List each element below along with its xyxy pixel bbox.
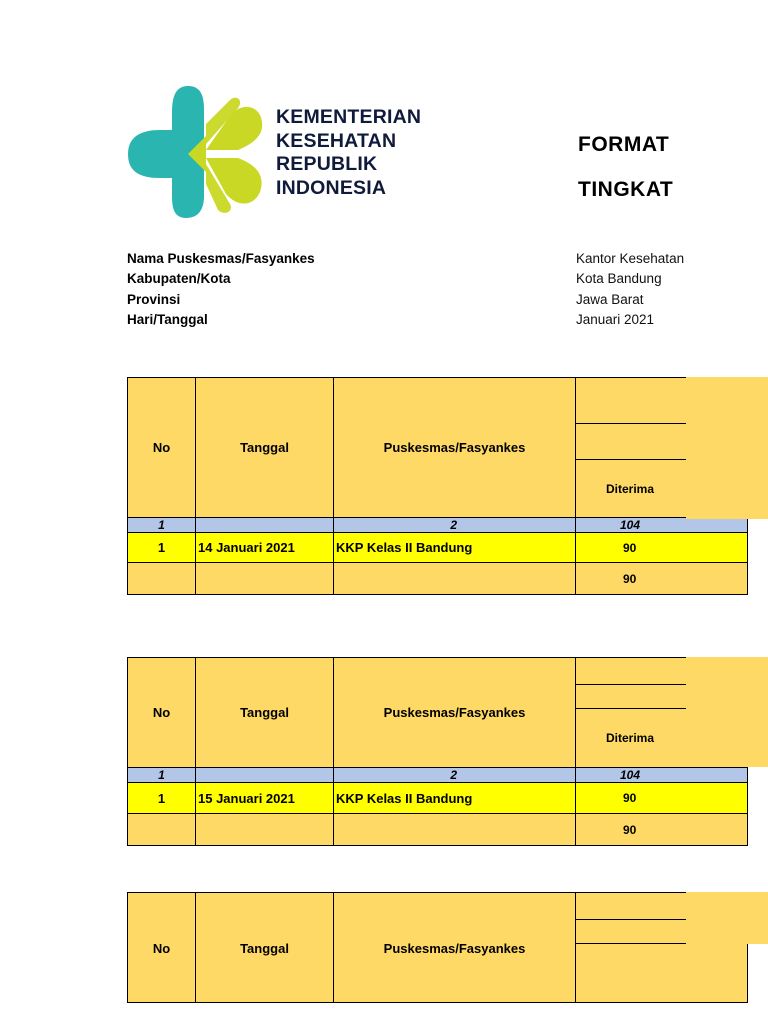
info-label: Kabupaten/Kota: [127, 271, 231, 286]
row-tanggal: 15 Januari 2021: [196, 783, 334, 814]
report-table-1: [127, 377, 748, 595]
adjacent-column-band: [686, 892, 768, 944]
document-title-line2: TINGKAT: [578, 178, 674, 201]
total-diterima: 90: [576, 563, 748, 595]
total-cell-empty: [128, 563, 196, 595]
column-header-puskesmas: Puskesmas/Fasyankes: [334, 658, 576, 768]
index-cell-no: 1: [128, 768, 196, 783]
column-header-diterima: Diterima: [576, 709, 748, 768]
row-tanggal: 14 Januari 2021: [196, 533, 334, 563]
index-cell-diterima: 104: [576, 518, 748, 533]
row-puskesmas: KKP Kelas II Bandung: [334, 533, 576, 563]
column-header-puskesmas: Puskesmas/Fasyankes: [334, 378, 576, 518]
info-label: Hari/Tanggal: [127, 312, 208, 327]
report-table-2: [127, 657, 748, 846]
ministry-line: KESEHATAN: [276, 129, 397, 152]
row-puskesmas: KKP Kelas II Bandung: [334, 783, 576, 814]
header-cell-empty: [576, 944, 748, 1003]
ministry-line: KEMENTERIAN: [276, 106, 422, 128]
info-value: Kantor Kesehatan: [576, 251, 685, 266]
report-table-3: [127, 892, 748, 1003]
total-cell-empty: [128, 814, 196, 846]
info-label: Nama Puskesmas/Fasyankes: [127, 251, 315, 266]
index-cell-puskesmas: 2: [334, 768, 576, 783]
index-cell-no: 1: [128, 518, 196, 533]
row-no: 1: [128, 783, 196, 814]
ministry-line: REPUBLIK: [276, 153, 378, 175]
row-diterima: 90: [576, 533, 748, 563]
index-cell-empty: [196, 518, 334, 533]
total-diterima: 90: [576, 814, 748, 846]
total-cell-empty: [334, 814, 576, 846]
index-cell-diterima: 104: [576, 768, 748, 783]
column-header-tanggal: Tanggal: [196, 378, 334, 518]
total-cell-empty: [334, 563, 576, 595]
total-cell-empty: [196, 563, 334, 595]
adjacent-column-band: [686, 657, 768, 767]
column-header-diterima: Diterima: [576, 460, 748, 518]
info-label: Provinsi: [127, 292, 181, 307]
column-header-tanggal: Tanggal: [196, 658, 334, 768]
row-no: 1: [128, 533, 196, 563]
column-header-puskesmas: Puskesmas/Fasyankes: [334, 893, 576, 1003]
info-value: Jawa Barat: [576, 292, 644, 307]
adjacent-column-band: [686, 377, 768, 519]
column-header-tanggal: Tanggal: [196, 893, 334, 1003]
info-value: Januari 2021: [576, 312, 655, 327]
column-header-no: No: [128, 658, 196, 768]
ministry-line: INDONESIA: [276, 176, 387, 199]
column-header-no: No: [128, 893, 196, 1003]
index-cell-empty: [196, 768, 334, 783]
document-title-line1: FORMAT: [578, 133, 670, 156]
info-value: Kota Bandung: [576, 271, 662, 286]
total-cell-empty: [196, 814, 334, 846]
column-header-no: No: [128, 378, 196, 518]
row-diterima: 90: [576, 783, 748, 814]
index-cell-puskesmas: 2: [334, 518, 576, 533]
